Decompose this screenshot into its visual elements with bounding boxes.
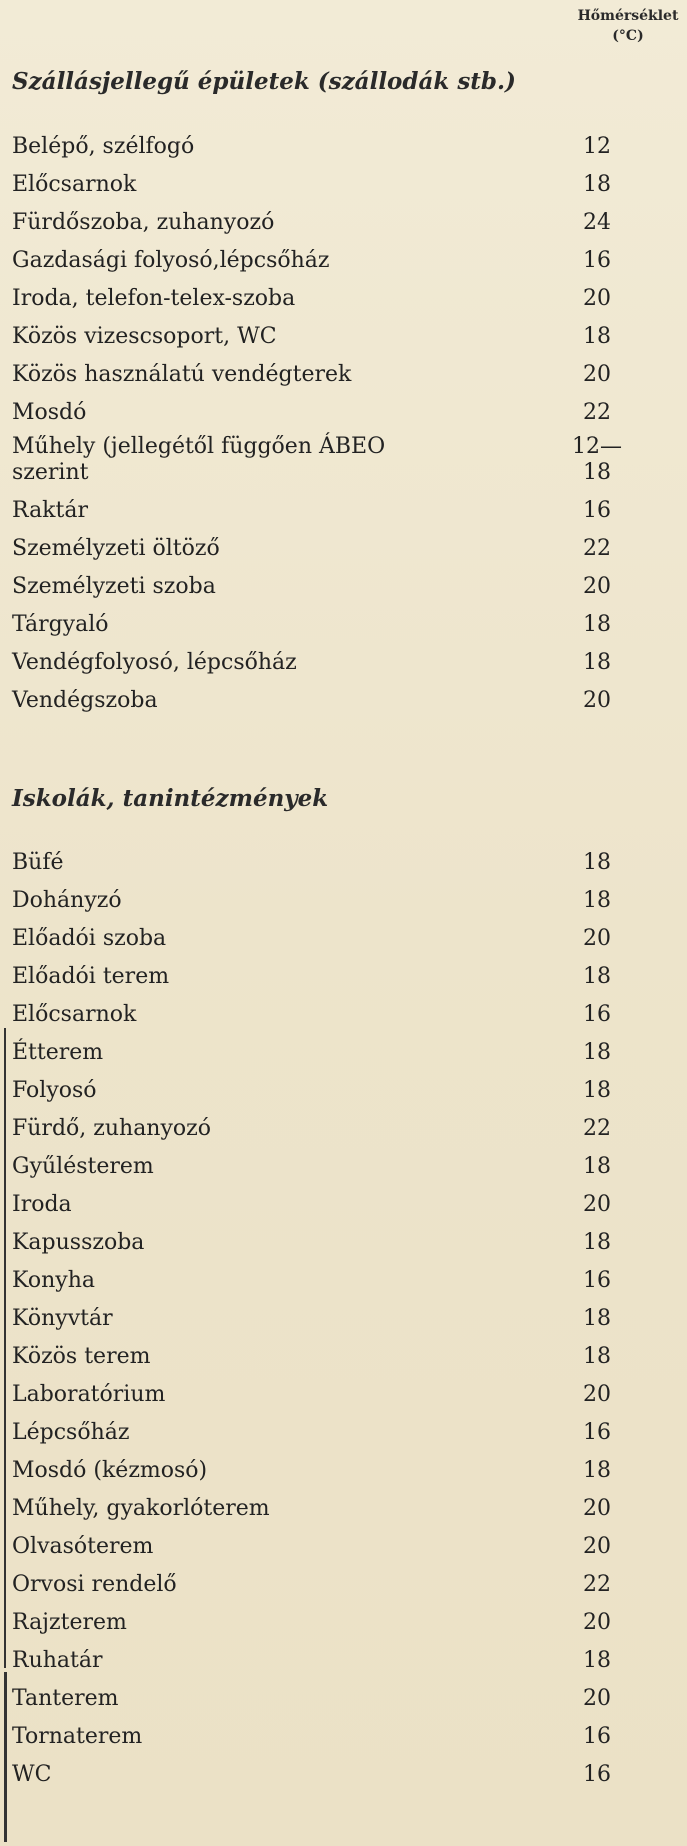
table-row: [12, 1750, 632, 1788]
column-header-line2: (°C): [612, 28, 644, 44]
room-label: Rajzterem: [12, 1610, 127, 1635]
table-row: [12, 562, 632, 600]
room-label: Tanterem: [12, 1686, 119, 1711]
temperature-value: 18: [583, 324, 611, 349]
temperature-value: 18: [583, 1306, 611, 1331]
room-label: Iroda: [12, 1192, 72, 1217]
table-row: [12, 312, 632, 350]
room-label: Belépő, szélfogó: [12, 134, 195, 159]
room-label: Közös terem: [12, 1344, 151, 1369]
temperature-value: 22: [583, 400, 611, 425]
temperature-value: 16: [583, 1724, 611, 1749]
room-label: Konyha: [12, 1268, 95, 1293]
margin-rule: [4, 1028, 6, 1668]
section-title-schools: Iskolák, tanintézmények: [12, 785, 329, 812]
room-label: WC: [12, 1762, 52, 1787]
room-label: Vendégszoba: [12, 688, 158, 713]
table-row: [12, 350, 632, 388]
table-row: [12, 198, 632, 236]
room-label: Tárgyaló: [12, 612, 109, 637]
table-row: [12, 1522, 632, 1560]
table-row: [12, 1180, 632, 1218]
room-label: Orvosi rendelő: [12, 1572, 177, 1597]
room-label: Kapusszoba: [12, 1230, 145, 1255]
room-label: Műhely, gyakorlóterem: [12, 1496, 270, 1521]
table-row: [12, 1674, 632, 1712]
temperature-value: 20: [583, 574, 611, 599]
room-label: Személyzeti öltöző: [12, 536, 220, 561]
temperature-value: 18: [583, 850, 611, 875]
table-row: [12, 1560, 632, 1598]
temperature-value: 18: [583, 1648, 611, 1673]
temperature-value: 20: [583, 1192, 611, 1217]
table-row: [12, 274, 632, 312]
table-row: [12, 1066, 632, 1104]
room-label: Raktár: [12, 498, 88, 523]
temperature-value: 16: [583, 1420, 611, 1445]
table-row: [12, 1636, 632, 1674]
table-row: [12, 1104, 632, 1142]
section-title-lodging: Szállásjellegű épületek (szállodák stb.): [12, 68, 516, 95]
room-label: Laboratórium: [12, 1382, 166, 1407]
temperature-value: 18: [583, 1040, 611, 1065]
temperature-value: 16: [583, 1762, 611, 1787]
temperature-value: 20: [583, 926, 611, 951]
temperature-value: 18: [583, 1078, 611, 1103]
temperature-value: 12: [583, 134, 611, 159]
room-label: Ruhatár: [12, 1648, 103, 1673]
table-row: [12, 676, 632, 714]
table-row: [12, 1712, 632, 1750]
table-row: [12, 638, 632, 676]
room-label: Iroda, telefon-telex-szoba: [12, 286, 296, 311]
table-row: [12, 1598, 632, 1636]
table-row: [12, 1294, 632, 1332]
room-label: Mosdó: [12, 400, 87, 425]
room-label: Könyvtár: [12, 1306, 113, 1331]
temperature-value: 20: [583, 688, 611, 713]
table-row: [12, 524, 632, 562]
table-row: [12, 236, 632, 274]
temperature-value: 16: [583, 1268, 611, 1293]
temperature-value: 18: [583, 888, 611, 913]
room-label: Személyzeti szoba: [12, 574, 216, 599]
room-label: Vendégfolyosó, lépcsőház: [12, 650, 297, 675]
room-label: Folyosó: [12, 1078, 97, 1103]
section-schools-rows: [12, 838, 632, 1788]
table-row: [12, 1484, 632, 1522]
temperature-value: 20: [583, 1534, 611, 1559]
table-row: [12, 1332, 632, 1370]
room-label: Dohányzó: [12, 888, 122, 913]
room-label: Közös vizescsoport, WC: [12, 324, 277, 349]
table-row: [12, 1256, 632, 1294]
table-row: [12, 1218, 632, 1256]
temperature-value: 16: [583, 1002, 611, 1027]
room-label: Előadói szoba: [12, 926, 167, 951]
temperature-value: 16: [583, 498, 611, 523]
room-label: Fürdő, zuhanyozó: [12, 1116, 211, 1141]
temperature-value: 20: [583, 286, 611, 311]
room-label: Tornaterem: [12, 1724, 143, 1749]
table-row: [12, 914, 632, 952]
room-label: Előadói terem: [12, 964, 170, 989]
room-label: Előcsarnok: [12, 1002, 137, 1027]
room-label: Olvasóterem: [12, 1534, 154, 1559]
temperature-value: 18: [583, 1154, 611, 1179]
room-label: Közös használatú vendégterek: [12, 362, 352, 387]
temperature-value: 22: [583, 536, 611, 561]
temperature-value: 22: [583, 1116, 611, 1141]
table-row: [12, 1028, 632, 1066]
room-label: Műhely (jellegétől függően ÁBEO szerint: [12, 434, 386, 485]
temperature-value: 18: [583, 964, 611, 989]
temperature-value: 20: [583, 1686, 611, 1711]
temperature-value: 18: [583, 1344, 611, 1369]
temperature-value: 20: [583, 1496, 611, 1521]
table-row: [12, 1142, 632, 1180]
column-header-line1: Hőmérséklet: [577, 8, 679, 24]
section-lodging-rows: [12, 122, 632, 714]
temperature-value: 20: [583, 1382, 611, 1407]
table-row: [12, 122, 632, 160]
temperature-value: 20: [583, 362, 611, 387]
room-label: Gyűlésterem: [12, 1154, 154, 1179]
temperature-value: 18: [583, 1458, 611, 1483]
temperature-value: 18: [583, 1230, 611, 1255]
temperature-value: 22: [583, 1572, 611, 1597]
table-row: [12, 1370, 632, 1408]
table-row: [12, 426, 632, 486]
temperature-value: 12—18: [572, 434, 622, 485]
table-row: [12, 952, 632, 990]
table-row: [12, 486, 632, 524]
table-row: [12, 600, 632, 638]
room-label: Lépcsőház: [12, 1420, 130, 1445]
temperature-value: 24: [583, 210, 611, 235]
table-row: [12, 876, 632, 914]
room-label: Előcsarnok: [12, 172, 137, 197]
table-row: [12, 838, 632, 876]
table-row: [12, 1408, 632, 1446]
room-label: Büfé: [12, 850, 64, 875]
temperature-value: 18: [583, 650, 611, 675]
temperature-column-header: [573, 6, 683, 46]
margin-rule-lower: [4, 1672, 7, 1842]
room-label: Mosdó (kézmosó): [12, 1458, 208, 1483]
temperature-value: 18: [583, 172, 611, 197]
temperature-value: 16: [583, 248, 611, 273]
room-label: Fürdőszoba, zuhanyozó: [12, 210, 275, 235]
table-row: [12, 388, 632, 426]
table-row: [12, 1446, 632, 1484]
table-row: [12, 160, 632, 198]
temperature-value: 18: [583, 612, 611, 637]
room-label: Gazdasági folyosó,lépcsőház: [12, 248, 330, 273]
room-label: Étterem: [12, 1040, 104, 1065]
table-row: [12, 990, 632, 1028]
temperature-value: 20: [583, 1610, 611, 1635]
